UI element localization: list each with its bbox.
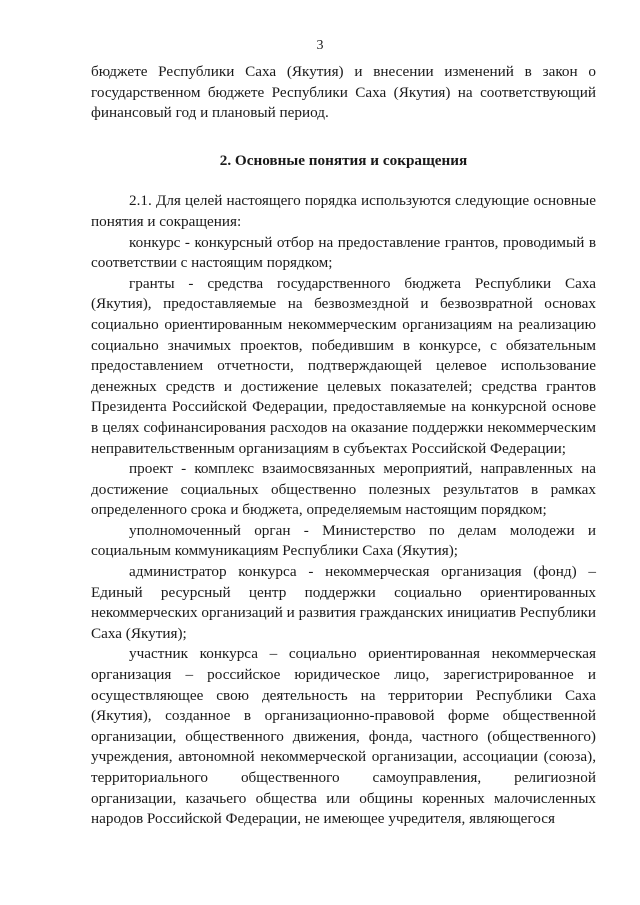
section-heading: 2. Основные понятия и сокращения bbox=[219, 151, 468, 169]
definition-konkurs: конкурс - конкурсный отбор на предоставление грантов, проводимый в соответствии с настоящим порядком; bbox=[91, 233, 596, 272]
definition-uchastnik-konkursa: участник конкурса – социально ориентированная некоммерческая организация – российское юридическое лицо, зарегистрированное и осуществляющее свою деятельность на территории Республики Саха (Якутия), созданное в организационно-правовой форме общественной организации, общественного движения, фонда, частного (общественного) учреждения, автономной некоммерческой организации, ассоциации (союза), территориального общественного самоуправления, религиозной организации, казачьего общества или общины коренных малочисленных народов Российской Федерации, не имеющее учредителя, являющегося bbox=[91, 645, 596, 828]
paragraph-2-1: 2.1. Для целей настоящего порядка используются следующие основные понятия и сокращения: bbox=[91, 192, 596, 230]
page-number: 3 bbox=[316, 38, 324, 53]
paragraph-continuation: бюджете Республики Саха (Якутия) и внесении изменений в закон о государственном бюджете Республики Саха (Якутия) на соответствующий финансовый год и плановый период. bbox=[91, 63, 596, 122]
definition-administrator-konkursa: администратор конкурса - некоммерческая организация (фонд) – Единый ресурсный центр поддержки социально ориентированных некоммерческих организаций и развития гражданских инициатив Республики Саха (Якутия); bbox=[91, 563, 596, 642]
definition-upolnomochennyi-organ: уполномоченный орган - Министерство по делам молодежи и социальным коммуникациям Республики Саха (Якутия); bbox=[91, 521, 596, 560]
definition-proekt: проект - комплекс взаимосвязанных мероприятий, направленных на достижение социальных общественно полезных результатов в рамках определенного срока и бюджета, определяемым настоящим порядком; bbox=[91, 460, 596, 519]
document-body bbox=[91, 62, 596, 830]
definition-granty: гранты - средства государственного бюджета Республики Саха (Якутия), предоставляемые на безвозмездной и безвозвратной основах социально ориентированным некоммерческим организациям на реализацию социально значимых проектов, победившим в конкурсе, с обязательным предоставлением отчетности, подтверждающей целевое использование денежных средств и достижение целевых показателей; средства грантов Президента Российской Федерации, предоставляемые на конкурсной основе в целях софинансирования расходов на оказание поддержки некоммерческим неправительственным организациям в субъектах Российской Федерации; bbox=[91, 274, 596, 457]
